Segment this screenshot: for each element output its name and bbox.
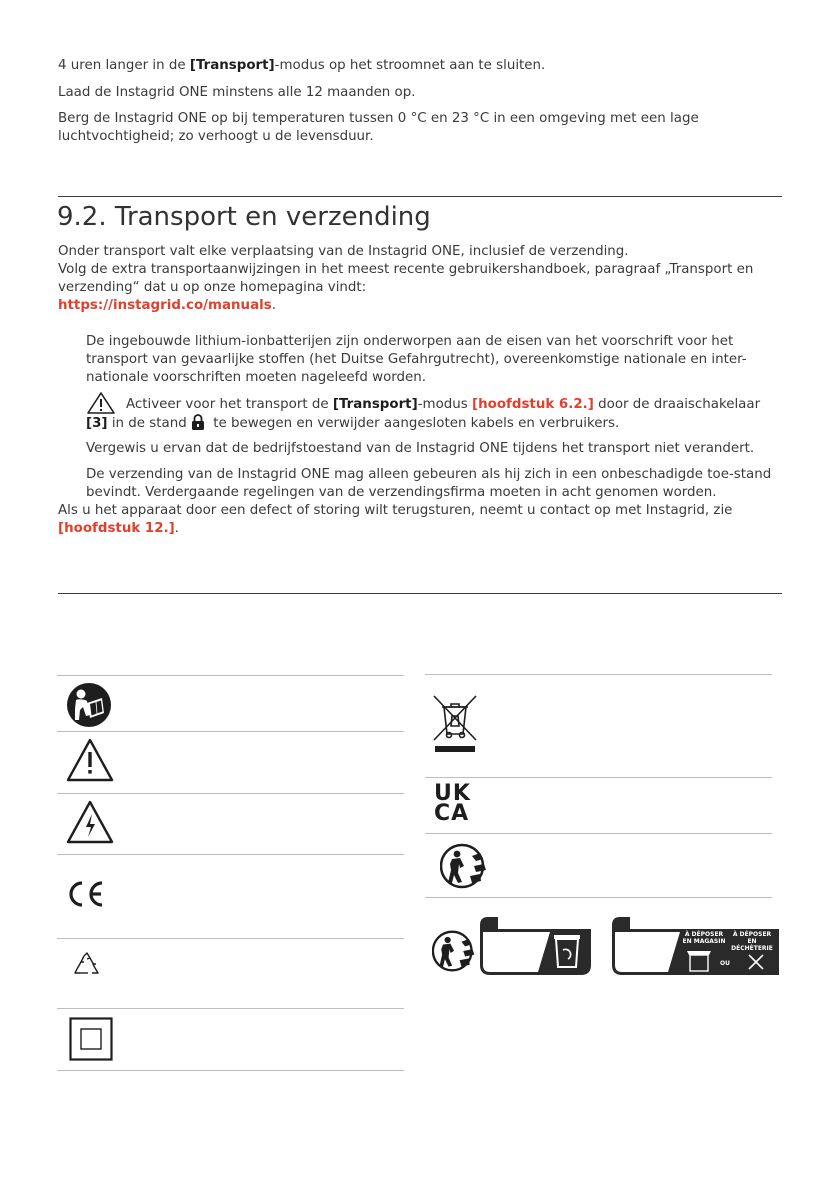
storage-note-transport: 4 uren langer in de [Transport]-modus op het stroomnet aan te sluiten. (58, 58, 546, 73)
table-line (57, 1008, 404, 1009)
electric-hazard-icon (66, 800, 114, 850)
chapter-6-2-ref[interactable]: [hoofdstuk 6.2.] (472, 397, 594, 412)
transport-intro: Onder transport valt elke verplaatsing van de Instagrid ONE, inclusief de verzending. Volg de extra transportaanwijzingen in het meest recente gebruikershandboek, paragraaf „Transport en verzending“ dat u op onze homepagina vindt: https://instagrid.co/manuals. (58, 244, 754, 313)
table-line (425, 897, 772, 898)
protection-class-ii-icon (69, 1017, 113, 1067)
table-line (57, 854, 404, 855)
deposit-instructions-card: À DÉPOSER EN MAGASIN À DÉPOSER EN DÉCHÈTERIE OU (612, 917, 779, 975)
warning-icon (86, 391, 116, 415)
table-line (57, 675, 404, 676)
manuals-link[interactable]: https://instagrid.co/manuals (58, 298, 272, 313)
general-warning-icon (66, 738, 114, 788)
section-title: 9.2. Transport en verzending (57, 202, 431, 232)
storage-note-charge: Laad de Instagrid ONE minstens alle 12 maanden op. (58, 85, 416, 100)
recycling-icon (74, 952, 100, 984)
symbols-divider (58, 593, 782, 594)
operating-state-note: Vergewis u ervan dat de bedrijfstoestand van de Instagrid ONE tijdens het transport niet verandert. (86, 441, 755, 456)
battery-regulation-note: De ingebouwde lithium-ionbatterijen zijn onderworpen aan de eisen van het voorschrift voor het transport van gevaarlijke stoffen (het Duitse Gefahrgutrecht), overeenkomstige nationale en inter-nationale voorschriften moeten nageleefd worden. (86, 334, 747, 385)
table-line (425, 674, 772, 675)
section-divider (58, 196, 782, 197)
table-line (57, 1070, 404, 1071)
table-line (57, 793, 404, 794)
table-line (57, 731, 404, 732)
chapter-12-ref[interactable]: [hoofdstuk 12.] (58, 521, 175, 536)
triman-icon (440, 842, 490, 896)
lock-icon (191, 414, 209, 436)
sorting-bin-card (480, 917, 591, 981)
shipping-condition-note: De verzending van de Instagrid ONE mag alleen gebeuren als hij zich in een onbeschadigde toe-stand bevindt. Verdergaande regelingen van de verzendingsfirma moeten in acht genomen worden. (86, 467, 772, 500)
ce-mark-icon (66, 880, 106, 914)
read-manual-icon (66, 682, 112, 734)
ukca-mark-icon: UK CA (434, 781, 471, 826)
storage-note-temperature: Berg de Instagrid ONE op bij temperaturen tussen 0 °C en 23 °C in een omgeving met een lage luchtvochtigheid; zo verhoogt u de levensduur. (58, 111, 699, 144)
transport-mode-warning-2: [3] in de stand te bewegen en verwijder aangesloten kabels en verbruikers. (86, 414, 786, 436)
triman-small-icon (432, 928, 478, 980)
table-line (425, 833, 772, 834)
table-line (57, 938, 404, 939)
defect-return-note: Als u het apparaat door een defect of storing wilt terugsturen, neemt u contact op met Instagrid, zie [hoofdstuk 12.]. (58, 503, 733, 536)
transport-mode-warning: Activeer voor het transport de [Transport]-modus [hoofdstuk 6.2.] door de draaischakelaar (126, 397, 761, 412)
table-line (425, 777, 772, 778)
weee-bin-icon (432, 694, 478, 760)
